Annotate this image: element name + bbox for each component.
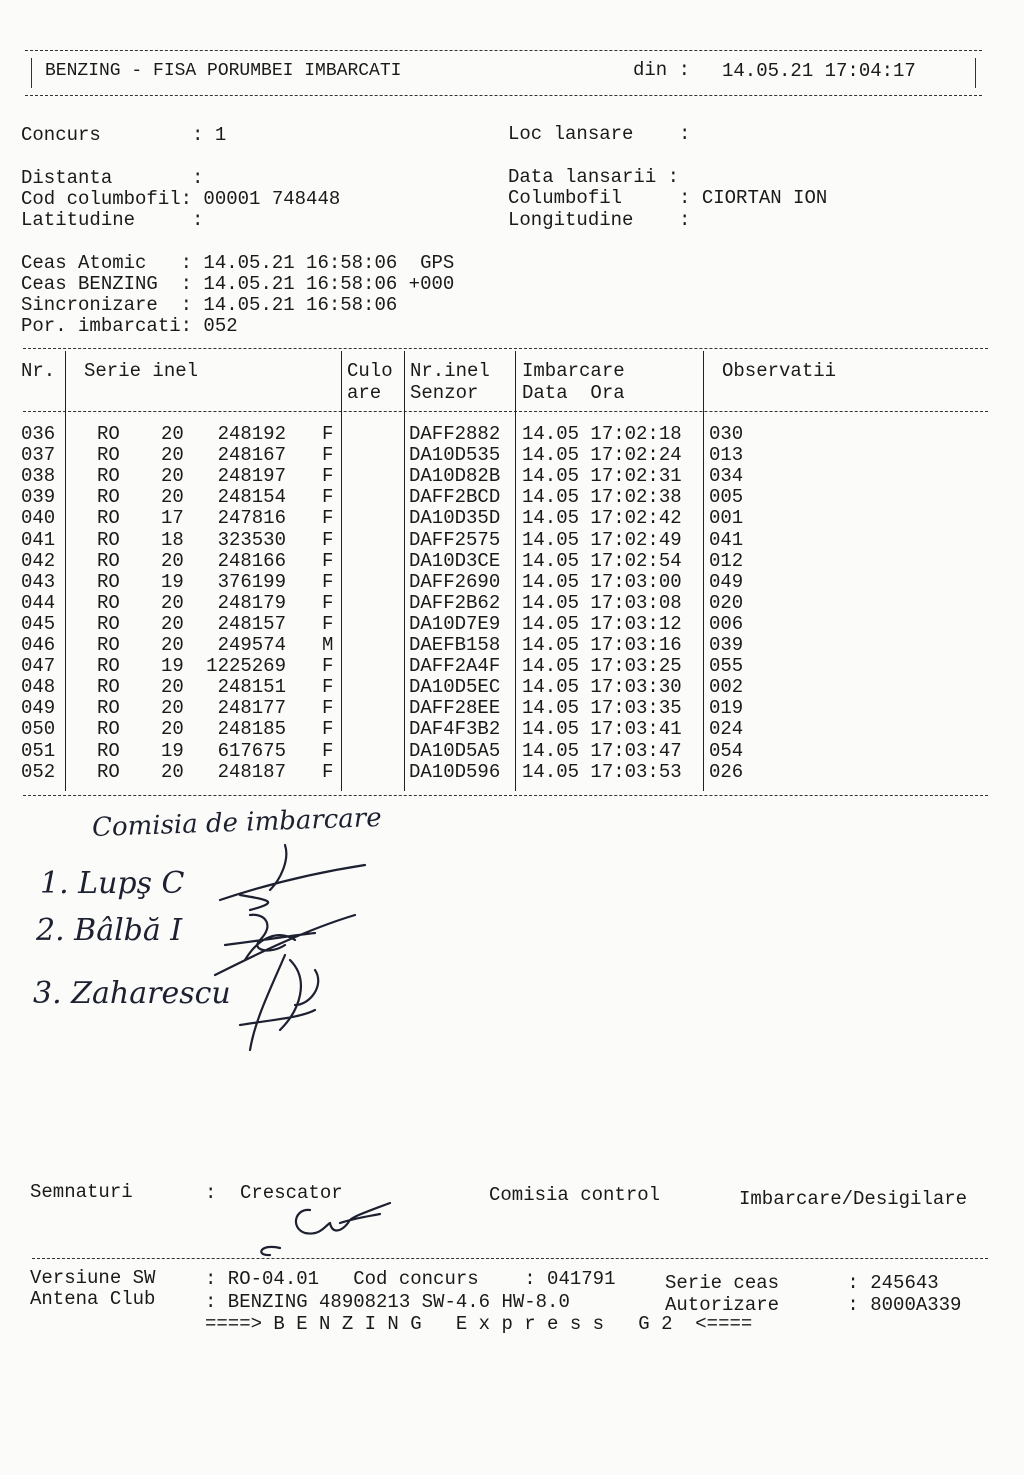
row-nr: 048	[21, 676, 56, 699]
row-country: RO	[97, 549, 120, 572]
row-country: RO	[97, 718, 120, 741]
row-observatii: 034	[709, 465, 744, 488]
row-observatii: 012	[709, 549, 744, 572]
row-imbarcare-datetime: 14.05 17:03:08	[522, 591, 682, 614]
row-sex: F	[322, 549, 334, 572]
row-nr: 047	[21, 655, 56, 678]
row-observatii: 006	[709, 612, 744, 635]
row-sensor-tag: DA10D535	[409, 444, 501, 467]
row-sex: F	[322, 655, 334, 678]
row-sex: F	[322, 612, 334, 635]
data-lansarii-line: Data lansarii :	[508, 166, 680, 188]
row-imbarcare-datetime: 14.05 17:02:38	[522, 486, 682, 509]
ceas-benzing-line: Ceas BENZING : 14.05.21 16:58:06 +000	[21, 273, 455, 295]
row-observatii: 054	[709, 739, 744, 762]
row-ring-number: 249574	[217, 634, 286, 656]
row-sex: F	[322, 507, 334, 530]
imbarcare-desigilare-label: Imbarcare/Desigilare	[739, 1188, 968, 1210]
col-nr-header: Nr.	[21, 360, 56, 382]
row-sensor-tag: DA10D5A5	[409, 739, 501, 762]
row-imbarcare-datetime: 14.05 17:02:24	[522, 444, 682, 467]
row-ring-number: 248167	[217, 444, 286, 467]
concurs-line: Concurs : 1	[21, 124, 227, 146]
row-sensor-tag: DA10D35D	[409, 507, 501, 530]
row-imbarcare-datetime: 14.05 17:02:49	[522, 528, 682, 551]
loc-lansare-line: Loc lansare :	[508, 123, 691, 145]
row-nr: 042	[21, 549, 56, 572]
row-year: 19	[161, 570, 184, 593]
semnaturi-label: Semnaturi	[30, 1181, 133, 1203]
row-country: RO	[97, 676, 120, 699]
row-country: RO	[97, 591, 120, 614]
row-nr: 051	[21, 739, 56, 762]
longitudine-line: Longitudine :	[508, 209, 691, 231]
row-ring-number: 323530	[217, 528, 286, 551]
col-imbarcare-header-2: Data Ora	[522, 382, 625, 404]
row-observatii: 013	[709, 444, 744, 467]
row-year: 20	[161, 549, 184, 572]
row-sex: F	[322, 444, 334, 467]
row-observatii: 019	[709, 697, 744, 720]
row-imbarcare-datetime: 14.05 17:03:47	[522, 739, 682, 762]
row-observatii: 041	[709, 528, 744, 551]
header-bottom-rule	[25, 95, 982, 96]
row-country: RO	[97, 612, 120, 635]
row-year: 20	[161, 760, 184, 783]
benzing-express-banner: ====> B E N Z I N G E x p r e s s G 2 <====	[205, 1313, 753, 1335]
row-nr: 044	[21, 591, 56, 614]
table-vline-1	[65, 351, 66, 791]
col-imbarcare-header-1: Imbarcare	[522, 360, 625, 382]
row-ring-number: 248187	[217, 760, 286, 783]
versiune-sw-value: : RO-04.01 Cod concurs : 041791	[205, 1268, 616, 1290]
table-bottom-rule	[23, 795, 988, 796]
din-label: din :	[633, 59, 691, 81]
row-observatii: 020	[709, 591, 744, 614]
row-country: RO	[97, 528, 120, 551]
row-ring-number: 376199	[217, 570, 286, 593]
row-imbarcare-datetime: 14.05 17:03:16	[522, 634, 682, 656]
header-top-rule	[25, 50, 982, 51]
table-vline-2	[341, 351, 342, 791]
row-year: 20	[161, 697, 184, 720]
autorizare-value: Autorizare : 8000A339	[665, 1294, 962, 1316]
row-ring-number: 248157	[217, 612, 286, 635]
row-nr: 045	[21, 612, 56, 635]
row-ring-number: 248192	[217, 423, 286, 445]
row-ring-number: 248177	[217, 697, 286, 720]
row-imbarcare-datetime: 14.05 17:03:41	[522, 718, 682, 741]
row-sensor-tag: DA10D596	[409, 760, 501, 783]
row-sensor-tag: DAEFB158	[409, 634, 501, 656]
cod-columbofil-line: Cod columbofil: 00001 748448	[21, 188, 341, 210]
row-country: RO	[97, 634, 120, 656]
row-nr: 041	[21, 528, 56, 551]
row-observatii: 005	[709, 486, 744, 509]
handwritten-commission-title: Comisia de imbarcare	[91, 802, 383, 844]
row-sex: F	[322, 465, 334, 488]
row-sex: F	[322, 718, 334, 741]
header-right-border	[975, 58, 976, 88]
row-sex: F	[322, 760, 334, 783]
row-ring-number: 1225269	[206, 655, 286, 678]
row-ring-number: 248154	[217, 486, 286, 509]
row-imbarcare-datetime: 14.05 17:03:00	[522, 570, 682, 593]
signature-member-3	[230, 950, 340, 1055]
row-imbarcare-datetime: 14.05 17:03:35	[522, 697, 682, 720]
row-nr: 049	[21, 697, 56, 720]
row-imbarcare-datetime: 14.05 17:02:18	[522, 423, 682, 445]
row-nr: 052	[21, 760, 56, 783]
row-imbarcare-datetime: 14.05 17:02:42	[522, 507, 682, 530]
col-observatii-header: Observatii	[722, 360, 837, 382]
row-ring-number: 617675	[217, 739, 286, 762]
row-observatii: 026	[709, 760, 744, 783]
row-country: RO	[97, 655, 120, 678]
row-imbarcare-datetime: 14.05 17:02:31	[522, 465, 682, 488]
row-sex: F	[322, 486, 334, 509]
semnaturi-colon: :	[205, 1182, 217, 1204]
row-imbarcare-datetime: 14.05 17:03:12	[522, 612, 682, 635]
row-year: 20	[161, 718, 184, 741]
row-ring-number: 248185	[217, 718, 286, 741]
col-nrinel-header-1: Nr.inel	[410, 360, 490, 382]
row-year: 18	[161, 528, 184, 551]
latitudine-line: Latitudine :	[21, 209, 204, 231]
row-sensor-tag: DAFF2575	[409, 528, 501, 551]
row-sensor-tag: DA10D82B	[409, 465, 501, 488]
row-sensor-tag: DAFF2882	[409, 423, 501, 445]
row-nr: 038	[21, 465, 56, 488]
porumbei-imbarcati-line: Por. imbarcati: 052	[21, 315, 238, 337]
sincronizare-line: Sincronizare : 14.05.21 16:58:06	[21, 294, 398, 316]
row-year: 19	[161, 739, 184, 762]
row-observatii: 030	[709, 423, 744, 445]
crescator-signature	[240, 1198, 400, 1258]
row-sex: F	[322, 591, 334, 614]
row-sex: M	[322, 634, 334, 656]
table-vline-4	[515, 351, 516, 791]
row-ring-number: 248197	[217, 465, 286, 488]
footer-rule	[32, 1258, 988, 1259]
versiune-sw-label: Versiune SW	[30, 1267, 156, 1289]
row-sex: F	[322, 423, 334, 445]
row-nr: 046	[21, 634, 56, 656]
row-observatii: 024	[709, 718, 744, 741]
row-nr: 036	[21, 423, 56, 445]
row-observatii: 055	[709, 655, 744, 678]
handwritten-member-2: 2. Bâlbă I	[36, 913, 183, 948]
col-culoare-header-2: are	[347, 382, 382, 404]
row-country: RO	[97, 507, 120, 530]
row-year: 20	[161, 676, 184, 699]
row-ring-number: 248166	[217, 549, 286, 572]
row-year: 17	[161, 507, 184, 530]
table-vline-5	[703, 351, 704, 791]
distanta-line: Distanta :	[21, 167, 204, 189]
row-imbarcare-datetime: 14.05 17:03:25	[522, 655, 682, 678]
row-sensor-tag: DAFF2B62	[409, 591, 501, 614]
row-ring-number: 248151	[217, 676, 286, 699]
row-sensor-tag: DAF4F3B2	[409, 718, 501, 741]
row-country: RO	[97, 444, 120, 467]
table-top-rule	[23, 348, 988, 349]
row-year: 20	[161, 486, 184, 509]
antena-club-label: Antena Club	[30, 1288, 156, 1310]
row-ring-number: 248179	[217, 591, 286, 614]
serie-ceas-value: Serie ceas : 245643	[665, 1272, 939, 1294]
row-year: 20	[161, 634, 184, 656]
row-nr: 050	[21, 718, 56, 741]
row-nr: 037	[21, 444, 56, 467]
table-header-rule	[23, 411, 988, 412]
row-year: 20	[161, 444, 184, 467]
row-ring-number: 247816	[217, 507, 286, 530]
row-sex: F	[322, 697, 334, 720]
row-observatii: 001	[709, 507, 744, 530]
row-sex: F	[322, 528, 334, 551]
crescator-label: Crescator	[240, 1182, 343, 1204]
row-year: 20	[161, 591, 184, 614]
row-imbarcare-datetime: 14.05 17:02:54	[522, 549, 682, 572]
col-serie-header: Serie inel	[84, 360, 199, 382]
handwritten-member-3: 3. Zaharescu	[33, 976, 231, 1011]
row-sensor-tag: DA10D3CE	[409, 549, 501, 572]
row-nr: 043	[21, 570, 56, 593]
row-country: RO	[97, 760, 120, 783]
row-sensor-tag: DA10D5EC	[409, 676, 501, 699]
columbofil-line: Columbofil : CIORTAN ION	[508, 187, 828, 209]
row-country: RO	[97, 570, 120, 593]
row-country: RO	[97, 486, 120, 509]
table-vline-3	[404, 351, 405, 791]
row-observatii: 039	[709, 634, 744, 656]
print-datetime: 14.05.21 17:04:17	[722, 60, 916, 82]
row-imbarcare-datetime: 14.05 17:03:53	[522, 760, 682, 783]
antena-club-value: : BENZING 48908213 SW-4.6 HW-8.0	[205, 1291, 570, 1313]
row-sensor-tag: DAFF2A4F	[409, 655, 501, 678]
row-imbarcare-datetime: 14.05 17:03:30	[522, 676, 682, 699]
col-culoare-header-1: Culo	[347, 360, 393, 382]
row-nr: 039	[21, 486, 56, 509]
col-nrinel-header-2: Senzor	[410, 382, 479, 404]
handwritten-member-1: 1. Lupş C	[40, 866, 185, 901]
document-title: BENZING - FISA PORUMBEI IMBARCATI	[45, 61, 402, 81]
row-sensor-tag: DAFF28EE	[409, 697, 501, 720]
row-sensor-tag: DAFF2690	[409, 570, 501, 593]
row-country: RO	[97, 423, 120, 445]
row-observatii: 049	[709, 570, 744, 593]
row-sensor-tag: DAFF2BCD	[409, 486, 501, 509]
row-country: RO	[97, 465, 120, 488]
row-country: RO	[97, 697, 120, 720]
row-country: RO	[97, 739, 120, 762]
row-sex: F	[322, 570, 334, 593]
row-year: 20	[161, 423, 184, 445]
row-year: 20	[161, 465, 184, 488]
row-sex: F	[322, 739, 334, 762]
row-sensor-tag: DA10D7E9	[409, 612, 501, 635]
comisia-control-label: Comisia control	[489, 1184, 661, 1206]
header-left-border	[31, 58, 32, 88]
row-year: 20	[161, 612, 184, 635]
row-nr: 040	[21, 507, 56, 530]
row-sex: F	[322, 676, 334, 699]
ceas-atomic-line: Ceas Atomic : 14.05.21 16:58:06 GPS	[21, 252, 455, 274]
row-year: 19	[161, 655, 184, 678]
row-observatii: 002	[709, 676, 744, 699]
